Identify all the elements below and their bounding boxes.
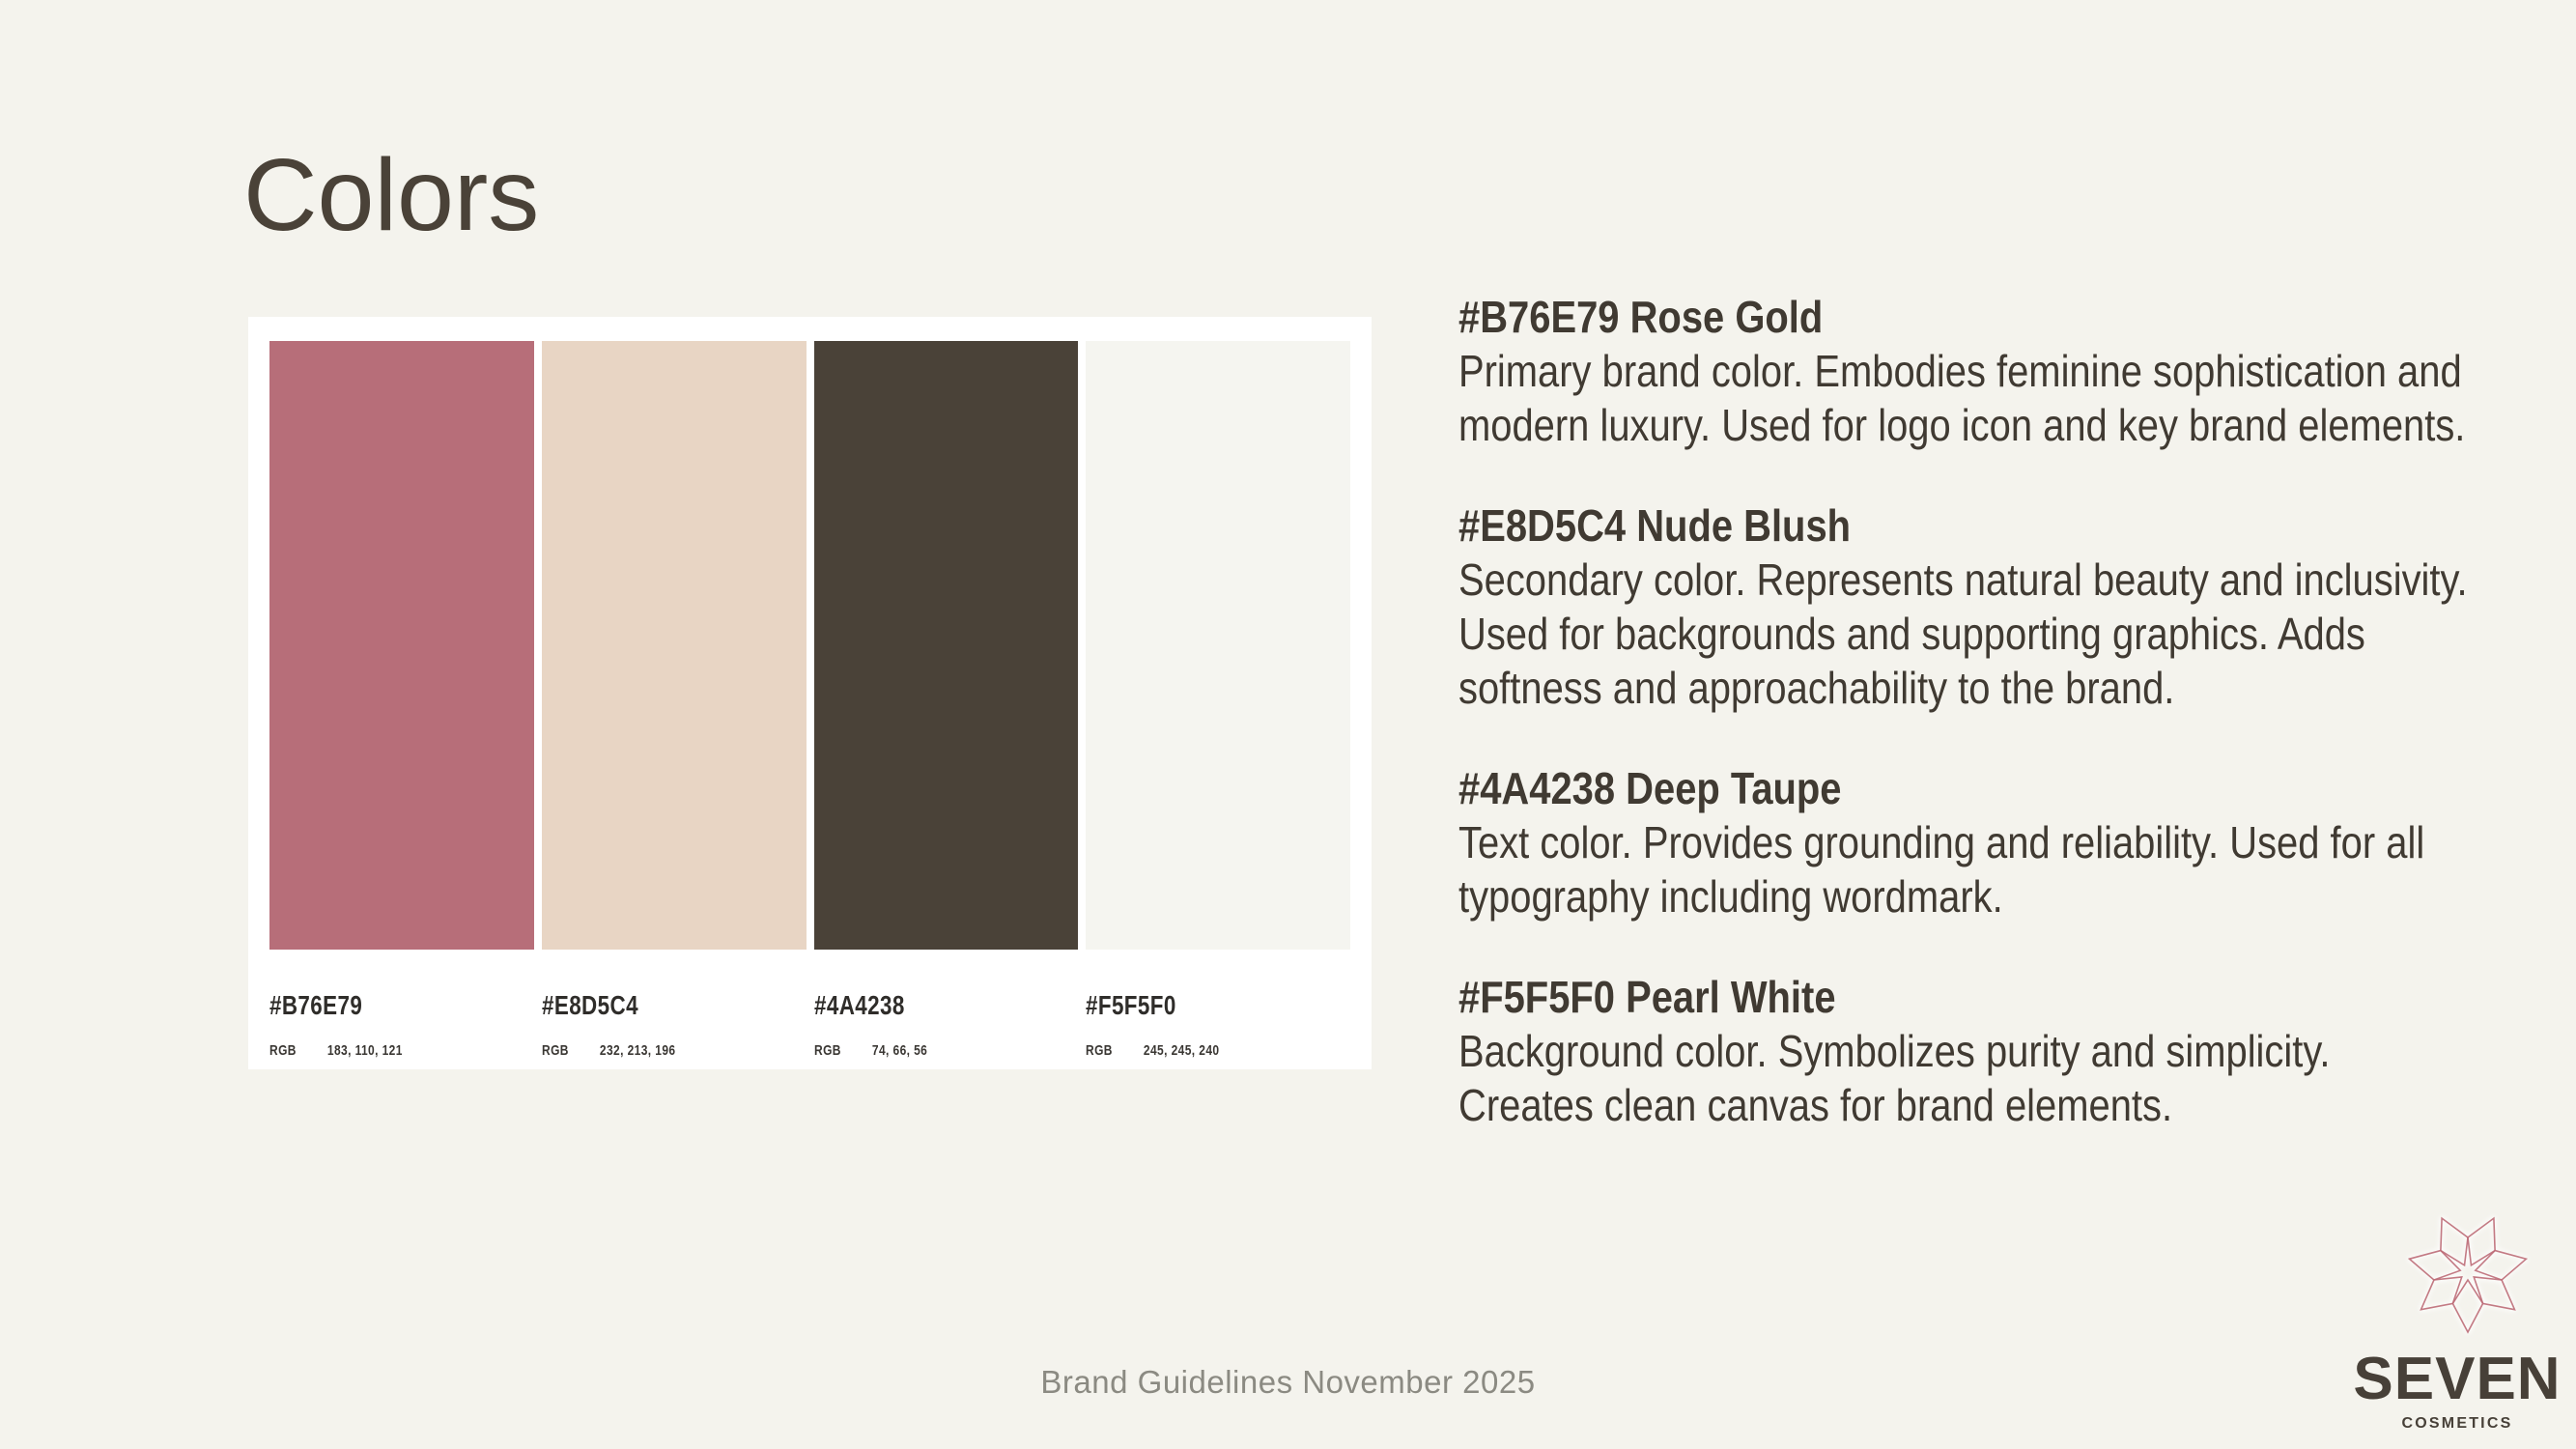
color-descriptions [1458,290,2473,1179]
swatch-rgb-row [1086,1042,1297,1059]
color-description-heading: #B76E79 Rose Gold [1458,292,1824,342]
color-description-heading: #E8D5C4 Nude Blush [1458,500,1852,551]
color-palette-card [248,317,1372,1069]
color-description-heading: #F5F5F0 Pearl White [1458,972,1836,1022]
rgb-label: RGB [541,1042,569,1059]
color-description-heading: #4A4238 Deep Taupe [1458,763,1842,813]
swatch-column-pearl-white [1086,341,1350,1069]
swatch-hex-label: #E8D5C4 [541,990,638,1020]
swatch-rgb-row [814,1042,1026,1059]
swatch-rgb-row [269,1042,481,1059]
color-description-block [1458,498,2473,715]
rgb-value: 245, 245, 240 [1144,1042,1220,1059]
rgb-value: 74, 66, 56 [871,1042,927,1059]
page-title: Colors [243,138,540,252]
color-description-block [1458,970,2473,1132]
color-description-body: Text color. Provides grounding and reliability. Used for all typography including wordmark. [1458,817,2425,922]
flower-icon [2400,1205,2535,1340]
swatch-column-deep-taupe [814,341,1079,1069]
rgb-value: 183, 110, 121 [326,1042,403,1059]
swatch-rgb-row [542,1042,753,1059]
rgb-value: 232, 213, 196 [599,1042,676,1059]
color-description-block [1458,290,2473,452]
rgb-label: RGB [813,1042,841,1059]
color-description-body: Background color. Symbolizes purity and simplicity. Creates clean canvas for brand elements. [1458,1026,2331,1130]
color-swatch-rose-gold [269,341,534,950]
rgb-label: RGB [1086,1042,1114,1059]
swatch-hex-label: #4A4238 [813,990,905,1020]
footer-text: Brand Guidelines November 2025 [1040,1364,1536,1400]
brand-logo [2337,1198,2576,1449]
logo-wordmark: SEVEN [2353,1346,2562,1412]
color-description-body: Primary brand color. Embodies feminine sophistication and modern luxury. Used for logo icon and key brand elements. [1458,346,2466,450]
color-description-block [1458,761,2473,923]
rgb-label: RGB [269,1042,297,1059]
color-swatch-deep-taupe [814,341,1079,950]
color-description-body: Secondary color. Represents natural beauty and inclusivity. Used for backgrounds and supporting graphics. Adds softness and approachability to the brand. [1458,554,2468,713]
color-swatch-pearl-white [1086,341,1350,950]
swatch-hex-label: #F5F5F0 [1086,990,1176,1020]
swatch-column-rose-gold [269,341,534,1069]
swatch-hex-label: #B76E79 [269,990,363,1020]
swatch-column-nude-blush [542,341,807,1069]
color-swatch-nude-blush [542,341,807,950]
logo-subtitle: COSMETICS [2401,1415,2513,1432]
